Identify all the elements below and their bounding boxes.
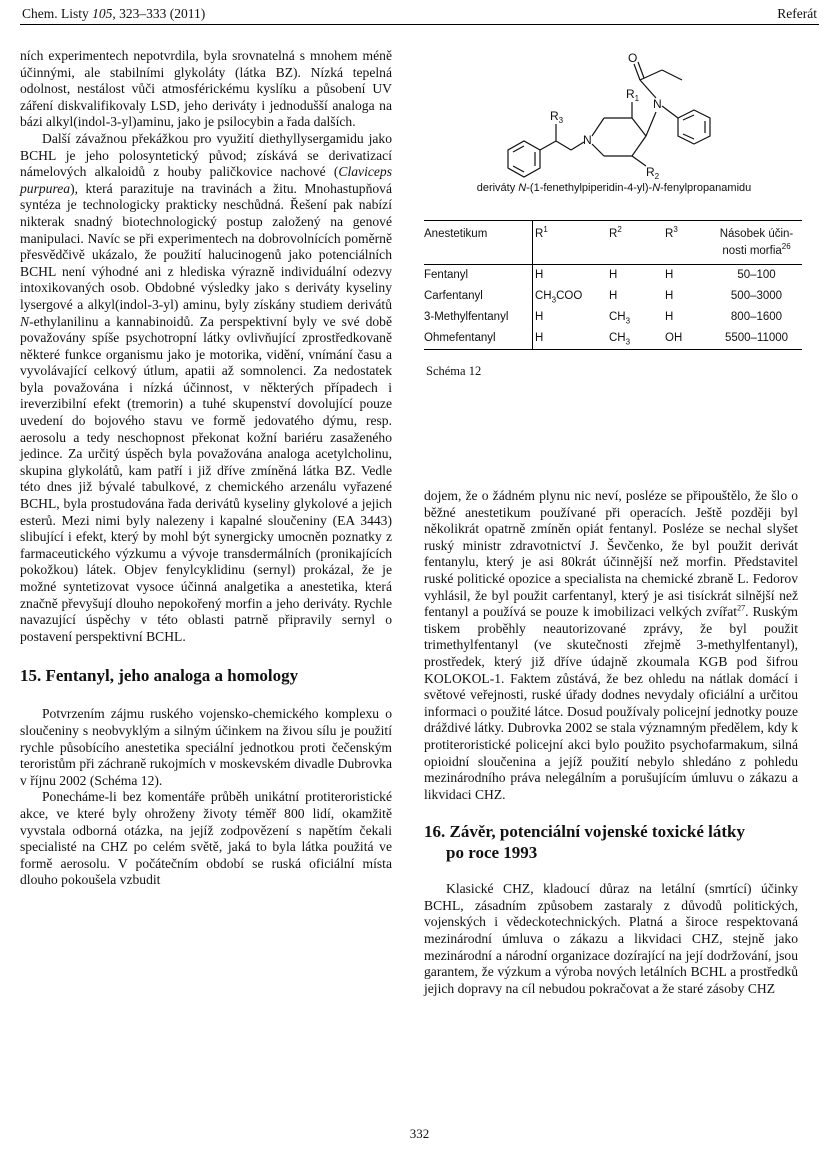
header-rule [20, 24, 819, 25]
table-row [424, 328, 802, 350]
section-heading-15: 15. Fentanyl, jeho analoga a homology [20, 666, 299, 686]
journal-volume: 105 [92, 6, 113, 21]
cell-r3: H [665, 311, 674, 323]
cell-multiplier: 800–1600 [730, 311, 783, 323]
left-column [20, 48, 392, 889]
paragraph: Ponecháme-li bez komentáře průběh unikátní protiteroristické akce, ve které byly ohroženy životy téměř 800 lidí, okamžitě vyvstala odborná otázka, na jejíž zodpovězení s napětím čekali specialisté na CHZ po celém světě, jaká to byla látka použitá ve formě aerosolu. V počátečním období se ruská oficiální místa dlouho pokoušela vzbudit [20, 789, 392, 888]
text-run: Další závažnou překážkou pro využití diethyllysergamidu jako BCHL je jeho polosyntetický původ; získává se derivatizací námelových alkaloidů z houby paličkovice nachové ( [20, 130, 392, 180]
chemical-structure [424, 40, 804, 180]
scheme-caption: deriváty N-(1-fenethylpiperidin-4-yl)-N-fenylpropanamidu [476, 182, 752, 194]
cell-name: Carfentanyl [424, 290, 483, 302]
section-heading-16: 16. Závěr, potenciální vojenské toxické látky po roce 1993 [424, 822, 745, 863]
italic-n: N [20, 313, 30, 329]
cell-r2: H [609, 269, 618, 281]
header-anestetikum: Anestetikum [424, 228, 488, 240]
paragraph: Potvrzením zájmu ruského vojensko-chemického komplexu o sloučeniny s neobvyklým a silným účinkem na živou sílu je použití rychle působícího anestetika speciální jednotkou proti čečenským teroristům při záchraně rukojmích v moskevském divadle Dubrovka v říjnu 2002 (Schéma 12). [20, 706, 392, 788]
atom-label-amide-n: N [653, 97, 662, 111]
species-name: Claviceps purpurea [20, 164, 392, 196]
cell-r3: H [665, 290, 674, 302]
text-run: . Ruským tiskem proběhly neautorizované zprávy, že byl použit trimethylfentanyl (ve skutečnosti zřejmě 3-methylfentanyl), prostředek, který již dříve údajně zkoumala KGB pod šifrou KOLOKOL-1. Faktem zůstává, že bez ohledu na nátlak domácí i světové veřejnosti, ruské úřady dodnes nevydaly oficiální a určitou informaci o použité látce. Dosud používaly policejní jednotky pouze dráždivé látky. Dubrovka 2002 se stala významným předělem, kdy k protiteroristické policejní akci bylo použito psychofarmakum, silná opioidní sloučenina a jejíž použití nebylo shledáno z pohledu mezinárodního práva nelegálním a porušujícím úmluvu o zákazu a likvidaci CHZ. [424, 604, 799, 802]
atom-label-r1: $R_1$ [626, 87, 640, 103]
running-header-journal [22, 6, 205, 22]
page-number: 332 [409, 1126, 430, 1141]
header-r1: $R^1$ [533, 221, 610, 265]
table-header-row [424, 221, 802, 265]
cell-name: 3-Methylfentanyl [424, 311, 509, 323]
text-run: dojem, že o žádném plynu nic neví, posléze se připouštělo, že šlo o běžné anestetikum používané při operacích. Ještě později byl několikrát opatrně zmíněn opiát fentanyl. Posléze se nechal slyšet ruský ministr zdravotnictví J. Ševčenko, že byl použit derivát fentanylu, který je asi 80krát účinnější než morfin. Představitel ruské politické opozice a specialista na chemické zbraně L. Fedorov vyhlásil, že byl použit carfentanyl, který je asi tisíckrát silnější než fentanyl a používá se pouze k imobilizaci velkých zvířat [424, 488, 798, 620]
cell-multiplier: 50–100 [737, 269, 776, 281]
header-multiplier: Násobek účin- nosti morfia$^{26}$ [719, 228, 794, 257]
anesthetics-table [424, 220, 802, 350]
cell-r3: H [665, 269, 674, 281]
table-row [424, 286, 802, 307]
text-run: -ethylanilinu a kannabinoidů. Za perspektivní byly ve své době považovány spíše psychotropní látky ovlivňující zprostředkovaně některé funkce organismu jako je motorika, vidění, vnímání času a vyvolávající celkový útlum, apatii až somnolenci. Za nedostatek byla považována i nízká účinnost, v některých případech i ireverzibilní efekt (tremorin) a tuhé skupenství dovolující pouze uvedení do bojového stavu ve formě jedovatého dýmu, resp. aerosolu a tedy neschopnost překonat kožní bariéru zasaženého jedince. Za určitý úspěch byla považována analoga acetylcholinu, skupina glykolátů, kam patří i již dříve zmíněná látka BZ. Vedle této dnes již bývalé tabulkové, z chemického arzenálu vyřazené BCHL, byla prostudována řada derivátů kyseliny glykolové a jejich esterů. Mezi nimi byly nalezeny i kapalné sloučeniny (EA 3443) slibující i efekt, který by mohl být synergicky umocněn poznatky z farmaceutického výzkumu a vývoje transdermálních (pronikajících pokožkou) látek. Objev fenylcyklidinu (sernyl) prokázal, že je možné syntetizovat vysoce účinná analgetika a anestetika, která značně převyšují dlouho nepokořený morfin a jeho deriváty. Rychle navazující úspěchy v této oblasti patrně připravily sernyl o postavení perspektivní BCHL. [20, 313, 392, 644]
paragraph: Klasické CHZ, kladoucí důraz na letální (smrtící) účinky BCHL, zásadním způsobem zastaraly z důvodů politických, vojenských i vědeckotechnických. Platná a široce respektovaná mezinárodní úmluva o zákazu a likvidaci CHZ, stejně jako mezinárodní a národní organizace dozírající na její dodržování, jsou garantem, že výzkum a výroba nových letálních BCHL a prostředků jejich dopravy na cíl nebudou pokračovat a že staré zásoby CHZ [424, 881, 798, 996]
journal-pages: , 323–333 (2011) [112, 6, 206, 21]
journal-name: Chem. Listy [22, 6, 89, 21]
cell-name: Fentanyl [424, 269, 469, 281]
paragraph: ních experimentech nepotvrdila, byla srovnatelná s mnohem méně účinnými, ale stabilními glykoláty (látka BZ). Nízká tepelná odolnost, nestálost vůči atmosférickému kyslíku a působení UV záření diskvalifikovaly LSD, jeho deriváty i jednodušší analoga na bázi alkyl(indol-3-yl)aminu, jako je psilocybin a řada dalších. [20, 48, 392, 130]
cell-r2: H [609, 290, 618, 302]
header-r3: $R^3$ [665, 225, 678, 240]
paragraph [424, 488, 798, 803]
atom-label-r2: $R_2$ [646, 165, 660, 180]
paragraph [20, 131, 392, 645]
cell-r1: H [533, 307, 610, 328]
right-column [424, 488, 798, 997]
header-r2: $R^2$ [609, 225, 622, 240]
cell-r1: H [533, 265, 610, 287]
atom-label-piperidine-n: N [583, 133, 592, 147]
running-header-section: Referát [777, 6, 817, 21]
cell-multiplier: 500–3000 [730, 290, 783, 302]
cell-r1: $CH_3COO$ [533, 286, 610, 307]
scheme-12 [424, 40, 804, 379]
cell-multiplier: 5500–11000 [724, 332, 789, 344]
citation-superscript: 27 [737, 603, 746, 613]
table-row [424, 265, 802, 287]
text-run: ), která parazituje na travinách a žitu. Mnohastupňová syntéza je technologicky prakticky neschůdná. Řešení pak nabízí nikterak snadný biotechnologický postup založený na genové manipulaci. Navíc se při experimentech na dobrovolnících poměrně přesvědčivě ukázalo, že použití halucinogenů jako potenciálních BCHL není výhodné ani z hlediska výrazně individuální odezvy intoxikovaných osob. Obdobné výsledky jako s deriváty kyseliny lysergové a alkyl(indol-3-yl) aminu, byly získány studiem derivátů [20, 180, 392, 312]
table-row [424, 307, 802, 328]
cell-r2: $CH_3$ [609, 311, 631, 326]
scheme-label: Schéma 12 [426, 364, 482, 378]
cell-r1: H [533, 328, 610, 350]
cell-r2: $CH_3$ [609, 332, 631, 347]
atom-label-o: O [628, 51, 638, 65]
cell-name: Ohmefentanyl [424, 332, 496, 344]
cell-r3: OH [665, 332, 683, 344]
atom-label-r3: $R_3$ [550, 109, 564, 125]
